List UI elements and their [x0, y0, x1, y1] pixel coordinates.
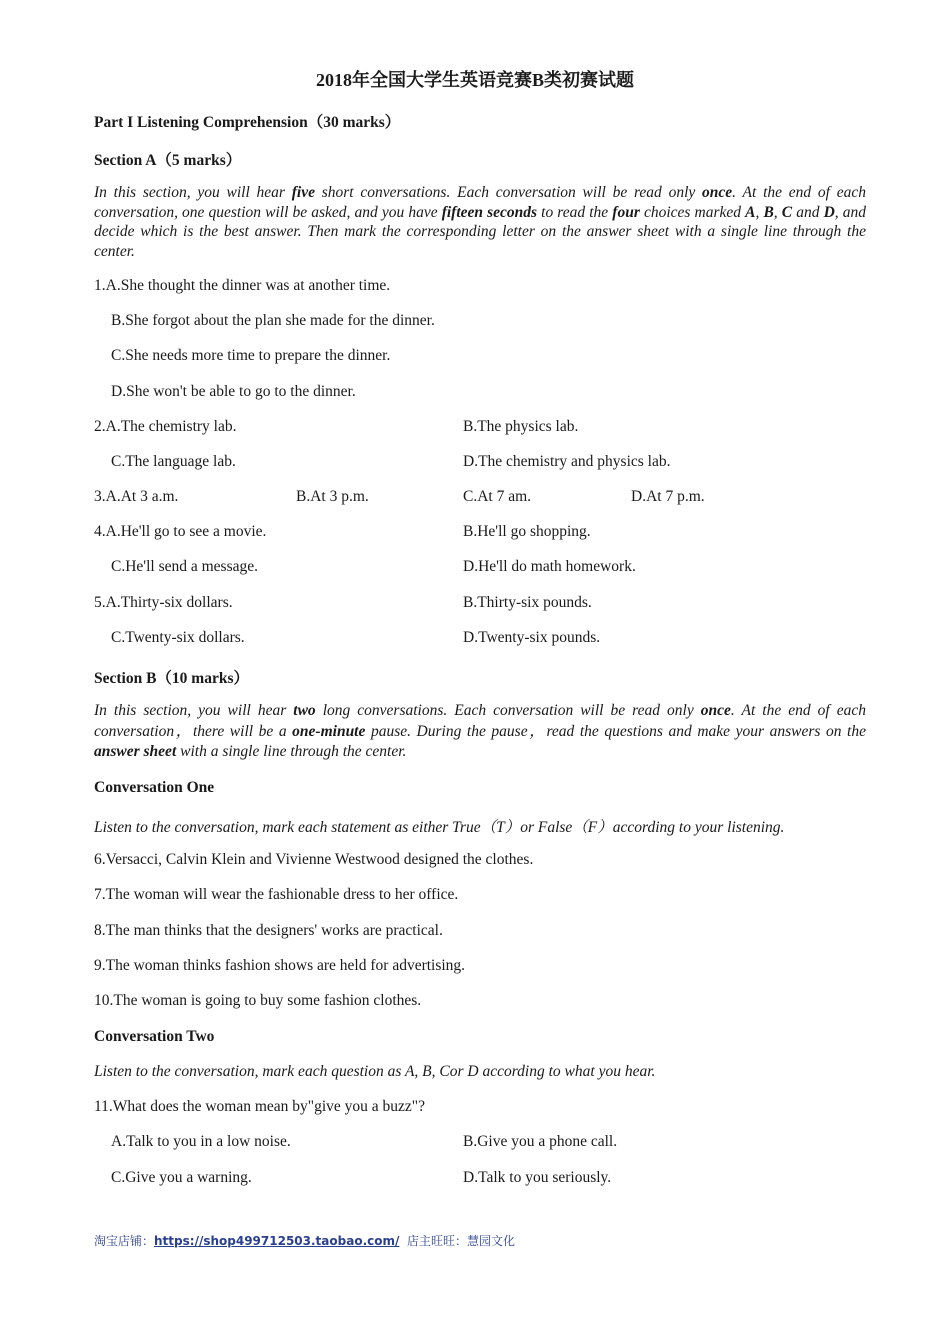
shop-link[interactable]: https://shop499712503.taobao.com/: [154, 1234, 400, 1248]
q1-option-a: 1.A.She thought the dinner was at another time.: [94, 277, 391, 294]
q1-option-b: B.She forgot about the plan she made for the dinner.: [111, 312, 435, 329]
statement-7: 7.The woman will wear the fashionable dress to her office.: [94, 886, 459, 903]
sectionB-instructions: In this section, you will hear two long conversations. Each conversation will be read only once. At the end of each conversation，there will be a one-minute pause. During the pause，read the questions and make your answers on the answer sheet with a single line through the center.: [94, 702, 866, 760]
footer-label: 淘宝店铺：: [94, 1234, 155, 1248]
q1-option-d: D.She won't be able to go to the dinner.: [111, 383, 356, 400]
q3-option-b: B.At 3 p.m.: [296, 488, 369, 505]
part1-heading: Part I Listening Comprehension（30 marks）: [94, 114, 401, 131]
q5-option-c: C.Twenty-six dollars.: [111, 629, 245, 646]
sectionB-heading: Section B（10 marks）: [94, 670, 250, 687]
footer: [94, 1232, 515, 1249]
sectionA-heading: Section A（5 marks）: [94, 152, 242, 169]
footer-owner: 店主旺旺：慧园文化: [407, 1234, 516, 1248]
q4-option-c: C.He'll send a message.: [111, 558, 258, 575]
statement-10: 10.The woman is going to buy some fashion clothes.: [94, 992, 422, 1009]
sectionA-instructions: In this section, you will hear five short conversations. Each conversation will be read only once. At the end of each conversation, one question will be asked, and you have fifteen seconds to read the four choices marked A, B, C and D, and decide which is the best answer. Then mark the corresponding letter on the answer sheet with a single line through the center.: [94, 184, 867, 260]
q5-option-d: D.Twenty-six pounds.: [463, 629, 601, 646]
q4-option-b: B.He'll go shopping.: [463, 523, 591, 540]
q11-option-a: A.Talk to you in a low noise.: [111, 1133, 291, 1150]
conv2-instruction: Listen to the conversation, mark each question as A, B, Cor D according to what you hear.: [94, 1063, 656, 1080]
q4-option-d: D.He'll do math homework.: [463, 558, 636, 575]
q3-option-c: C.At 7 am.: [463, 488, 532, 505]
q11-option-c: C.Give you a warning.: [111, 1169, 252, 1186]
q2-option-b: B.The physics lab.: [463, 418, 579, 435]
page-title: 2018年全国大学生英语竞赛B类初赛试题: [315, 70, 634, 90]
statement-9: 9.The woman thinks fashion shows are held for advertising.: [94, 957, 466, 974]
q4-option-a: 4.A.He'll go to see a movie.: [94, 523, 267, 540]
q2-option-a: 2.A.The chemistry lab.: [94, 418, 237, 435]
conv1-heading: Conversation One: [94, 779, 215, 796]
q2-option-c: C.The language lab.: [111, 453, 236, 470]
q3-option-d: D.At 7 p.m.: [631, 488, 705, 505]
q3-option-a: 3.A.At 3 a.m.: [94, 488, 179, 505]
statement-6: 6.Versacci, Calvin Klein and Vivienne Westwood designed the clothes.: [94, 851, 534, 868]
q1-option-c: C.She needs more time to prepare the dinner.: [111, 347, 391, 364]
conv2-heading: Conversation Two: [94, 1028, 215, 1045]
q11-stem: 11.What does the woman mean by"give you a buzz"?: [94, 1098, 426, 1115]
q11-option-b: B.Give you a phone call.: [463, 1133, 618, 1150]
q5-option-b: B.Thirty-six pounds.: [463, 594, 592, 611]
q11-option-d: D.Talk to you seriously.: [463, 1169, 612, 1186]
q5-option-a: 5.A.Thirty-six dollars.: [94, 594, 233, 611]
statement-8: 8.The man thinks that the designers' works are practical.: [94, 922, 443, 939]
q2-option-d: D.The chemistry and physics lab.: [463, 453, 671, 470]
conv1-instruction: Listen to the conversation, mark each statement as either True（T）or False（F）according to your listening.: [94, 819, 785, 836]
